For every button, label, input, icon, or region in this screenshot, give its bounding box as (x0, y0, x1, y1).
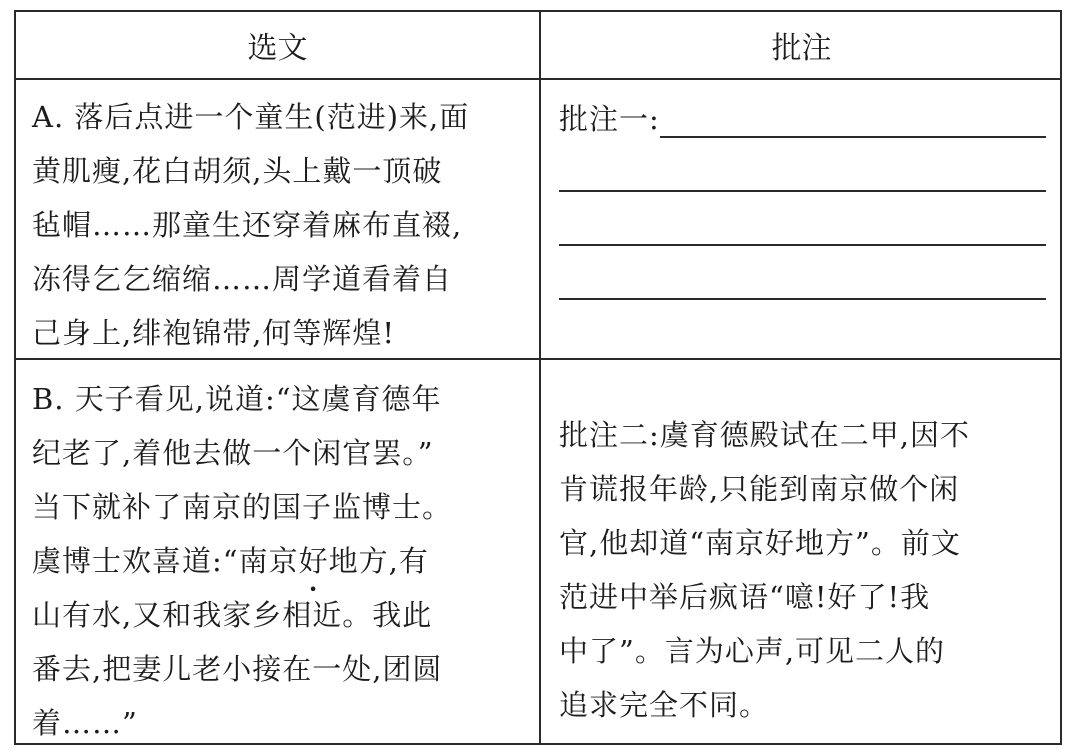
passage-b (32, 372, 452, 750)
answer-blank-row (559, 146, 1046, 200)
passage-b-line: 番去,把妻儿老小接在一处,团圆 (32, 652, 443, 686)
annotation-two-line: 批注二:虞育德殿试在二甲,因不 (559, 418, 970, 452)
annotation-one-label: 批注一: (559, 102, 660, 136)
answer-blank-line (559, 190, 1046, 192)
passage-a (32, 90, 469, 360)
passage-a-line: 冻得乞乞缩缩……周学道看着自 (32, 262, 453, 296)
emphasis-dotted-text: 南京好地方 • (239, 544, 389, 578)
passage-b-line-end: ,有 (388, 544, 429, 578)
annotation-table (14, 10, 1062, 745)
passage-a-line: 黄肌瘦,花白胡须,头上戴一顶破 (32, 154, 443, 188)
answer-blank-row (559, 200, 1046, 254)
passage-b-line: 着……” (32, 706, 138, 740)
passage-b-line-start: 虞博士欢喜道:“ (32, 544, 239, 578)
header-divider (16, 78, 1060, 80)
column-divider (539, 12, 541, 743)
passage-a-line: 己身上,绯袍锦带,何等辉煌! (32, 316, 396, 350)
passage-a-line: A. 落后点进一个童生(范进)来,面 (32, 100, 470, 134)
passage-b-line: 当下就补了南京的国子监博士。 (32, 490, 453, 524)
passage-a-line: 毡帽……那童生还穿着麻布直裰, (32, 208, 463, 242)
answer-blank-line (559, 244, 1046, 246)
passage-b-line: 纪老了,着他去做一个闲官罢。” (32, 436, 434, 470)
annotation-two-line: 肯谎报年龄,只能到南京做个闲 (559, 472, 960, 506)
header-annotation: 批注 (771, 31, 832, 66)
annotation-two-line: 中了”。言为心声,可见二人的 (559, 634, 946, 668)
answer-blank-line (660, 136, 1046, 138)
passage-b-line: B. 天子看见,说道:“这虞育德年 (32, 382, 442, 416)
passage-b-line-emphasis (32, 534, 452, 588)
annotation-two-line: 追求完全不同。 (559, 688, 770, 722)
answer-blank-line (559, 298, 1046, 300)
annotation-two (559, 408, 970, 732)
answer-blank-row (559, 254, 1046, 308)
annotation-two-line: 范进中举后疯语“噫!好了!我 (559, 580, 931, 614)
annotation-one-first-row (559, 92, 1046, 146)
passage-b-line: 山有水,又和我家乡相近。我此 (32, 598, 433, 632)
header-selected-text: 选文 (247, 31, 308, 66)
annotation-two-line: 官,他却道“南京好地方”。前文 (559, 526, 961, 560)
annotation-one (559, 92, 1046, 308)
